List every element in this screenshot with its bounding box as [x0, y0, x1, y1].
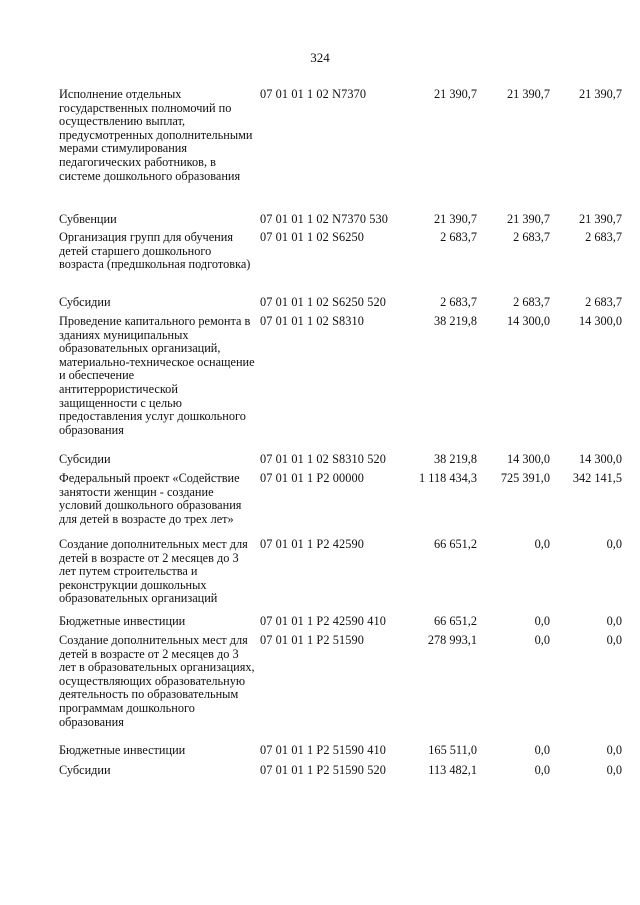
row-value-2: 14 300,0 [506, 314, 550, 328]
row-value-3: 2 683,7 [585, 230, 622, 244]
row-value-2: 0,0 [534, 537, 550, 551]
row-name: Создание дополнительных мест для детей в возрасте от 2 месяцев до 3 лет в образовательных организациях, осуществляющих образовательную деятельность по образовательным программам дошкольного образования [59, 633, 255, 729]
row-code: 07 01 01 1 02 N7370 [260, 87, 367, 101]
row-value-2: 2 683,7 [513, 230, 550, 244]
row-value-2: 0,0 [534, 763, 550, 777]
row-name: Бюджетные инвестиции [59, 743, 186, 757]
row-value-3: 0,0 [606, 633, 622, 647]
row-value-1: 165 511,0 [428, 743, 477, 757]
row-name: Исполнение отдельных государственных полномочий по осуществлению выплат, предусмотренных дополнительными мерами стимулирования педагогических работников, в системе дошкольного образования [59, 87, 253, 183]
row-value-1: 66 651,2 [433, 537, 477, 551]
row-name: Федеральный проект «Содействие занятости женщин - создание условий дошкольного образования для детей в возрасте до трех лет» [59, 471, 242, 526]
row-name: Субсидии [59, 763, 111, 777]
row-code: 07 01 01 1 02 S6250 [260, 230, 365, 244]
row-value-3: 0,0 [606, 743, 622, 757]
row-code: 07 01 01 1 P2 51590 [260, 633, 365, 647]
row-code: 07 01 01 1 02 N7370 530 [260, 212, 389, 226]
row-value-1: 21 390,7 [433, 87, 477, 101]
row-value-1: 21 390,7 [433, 212, 477, 226]
row-value-1: 278 993,1 [427, 633, 477, 647]
row-value-1: 113 482,1 [428, 763, 477, 777]
row-value-2: 2 683,7 [513, 295, 550, 309]
row-value-3: 14 300,0 [578, 314, 622, 328]
row-name: Субсидии [59, 295, 111, 309]
page-number: 324 [310, 50, 330, 65]
row-code: 07 01 01 1 P2 51590 410 [260, 743, 386, 757]
row-value-3: 2 683,7 [585, 295, 622, 309]
row-name: Субвенции [59, 212, 117, 226]
row-name: Бюджетные инвестиции [59, 614, 186, 628]
row-value-3: 14 300,0 [578, 452, 622, 466]
row-code: 07 01 01 1 P2 42590 [260, 537, 365, 551]
row-value-2: 0,0 [534, 743, 550, 757]
row-value-2: 0,0 [534, 614, 550, 628]
row-value-3: 0,0 [606, 537, 622, 551]
row-code: 07 01 01 1 P2 42590 410 [260, 614, 386, 628]
row-value-3: 0,0 [606, 763, 622, 777]
row-value-1: 2 683,7 [440, 295, 477, 309]
row-code: 07 01 01 1 02 S6250 520 [260, 295, 386, 309]
row-code: 07 01 01 1 02 S8310 520 [260, 452, 386, 466]
row-name: Создание дополнительных мест для детей в возрасте от 2 месяцев до 3 лет путем строительства и реконструкции дошкольных образовательных организаций [59, 537, 248, 606]
row-value-3: 21 390,7 [578, 87, 622, 101]
row-value-2: 14 300,0 [506, 452, 550, 466]
row-value-3: 21 390,7 [578, 212, 622, 226]
row-code: 07 01 01 1 P2 51590 520 [260, 763, 386, 777]
row-value-2: 21 390,7 [506, 87, 550, 101]
row-value-2: 21 390,7 [506, 212, 550, 226]
row-value-1: 38 219,8 [433, 314, 477, 328]
row-value-1: 1 118 434,3 [419, 471, 477, 485]
row-code: 07 01 01 1 02 S8310 [260, 314, 365, 328]
row-value-1: 66 651,2 [433, 614, 477, 628]
row-name: Проведение капитального ремонта в зданиях муниципальных образовательных организаций, материально-техническое оснащение и обеспечение антитеррористической защищенности с целью предоставления услуг дошкольного образования [59, 314, 255, 437]
row-value-1: 2 683,7 [440, 230, 477, 244]
row-value-3: 0,0 [606, 614, 622, 628]
row-name: Субсидии [59, 452, 111, 466]
row-value-3: 342 141,5 [572, 471, 622, 485]
row-value-2: 0,0 [534, 633, 550, 647]
row-name: Организация групп для обучения детей старшего дошкольного возраста (предшкольная подготовка) [59, 230, 251, 272]
row-value-1: 38 219,8 [433, 452, 477, 466]
row-code: 07 01 01 1 P2 00000 [260, 471, 365, 485]
row-value-2: 725 391,0 [500, 471, 550, 485]
